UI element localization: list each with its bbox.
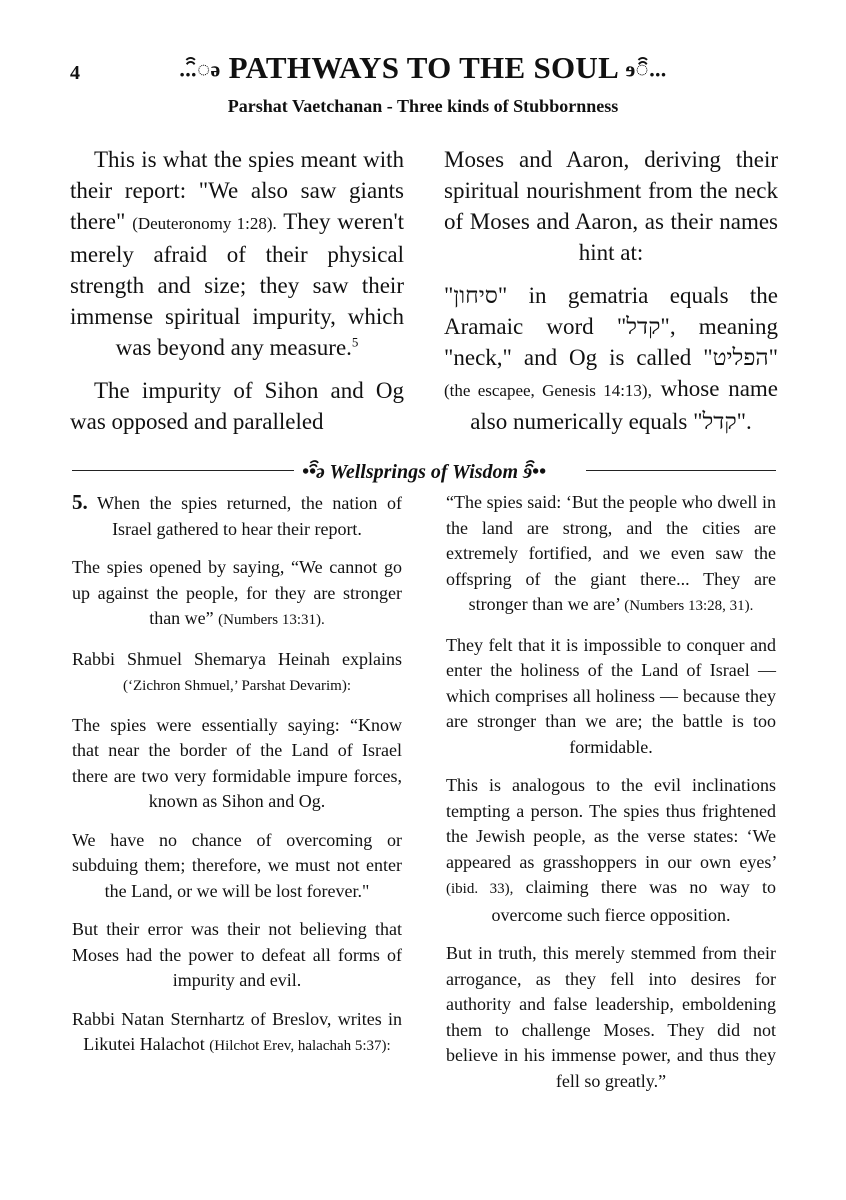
paragraph-spies-opened: The spies opened by saying, “We cannot go up against the people, for they are stronger than we” (Numbers 13:31). [72, 557, 402, 628]
upper-left-column [70, 144, 404, 449]
chapter-subtitle: Parshat Vaetchanan - Three kinds of Stubbornness [227, 96, 619, 116]
reference: (Hilchot Erev, halachah 5:37): [209, 1038, 391, 1054]
divider-ornament-left-icon: ••ꩰə [302, 461, 325, 483]
divider-label: Wellsprings of Wisdom [329, 461, 519, 483]
lower-right-column [446, 490, 776, 1107]
book-title: PATHWAYS TO THE SOUL [228, 50, 618, 85]
running-header [0, 50, 846, 87]
paragraph-impurity: The impurity of Sihon and Og was opposed and paralleled [70, 378, 404, 434]
paragraph-gematria: "סיחון" in gematria equals the Aramaic word "קדל", meaning "neck," and Og is called "הפליט" (the escapee, Genesis 14:13), whose name also numerically equals "קדל". [444, 283, 779, 434]
paragraph-spies-said: “The spies said: ‘But the people who dwell in the land are strong, and the cities are extremely fortified, and we even saw the offspring of the giant there... They are stronger than we are’ (Numbers 13:28, 31). [446, 492, 776, 614]
paragraph-rabbi-natan: Rabbi Natan Sternhartz of Breslov, writes in Likutei Halachot (Hilchot Erev, halachah 5:37): [72, 1008, 402, 1054]
reference: (‘Zichron Shmuel,’ Parshat Devarim): [123, 678, 351, 694]
paragraph-spies-return: 5. When the spies returned, the nation of Israel gathered to hear their report. [72, 490, 402, 539]
hebrew-word: "סיחון" [444, 283, 508, 308]
reference: (Numbers 13:31). [218, 612, 325, 628]
paragraph-their-error: But their error was their not believing that Moses had the power to defeat all forms of impurity and evil. [72, 919, 402, 990]
paragraph-spies-report: This is what the spies meant with their report: "We also saw giants there" (Deuteronomy 1:28). They weren't merely afraid of their physical strength and size; they saw their immense spiritual impurity, which was beyond any measure.$^5$ [70, 147, 404, 360]
page-number: 4 [70, 62, 80, 84]
paragraph-moses-aaron: Moses and Aaron, deriving their spiritual nourishment from the neck of Moses and Aaron, as their names hint at: [444, 147, 778, 265]
reference: (the escapee, Genesis 14:13), [444, 381, 652, 400]
hebrew-word: "קדל" [616, 314, 670, 339]
divider-ornament-right-icon: ɘꩰ•• [523, 461, 546, 483]
hebrew-word: "הפליט" [703, 345, 778, 370]
paragraph-no-chance: We have no chance of overcoming or subduing them; therefore, we must not enter the Land, or we will be lost forever." [72, 829, 402, 901]
paragraph-evil-inclinations: This is analogous to the evil inclinations tempting a person. The spies thus frightened the Jewish people, as the verse states: ‘We appeared as grasshoppers in our own eyes’ (ibid. 33), claiming there was no way to overcome such fierce opposition. [446, 775, 776, 925]
reference: (Deuteronomy 1:28). [132, 214, 277, 233]
paragraph-impossible-conquer: They felt that it is impossible to conquer and enter the holiness of the Land of Israel — which comprises all holiness — because they are stronger than we are; the battle is too formidable. [446, 634, 776, 757]
paragraph-arrogance: But in truth, this merely stemmed from their arrogance, as they fell into desires for authority and false leadership, emboldening them to challenge Moses. They did not believe in his immense power, and thus they fell so greatly.” [446, 943, 776, 1091]
section-divider [72, 458, 776, 482]
paragraph-rabbi-heinah: Rabbi Shmuel Shemarya Heinah explains (‘Zichron Shmuel,’ Parshat Devarim): [72, 648, 402, 694]
reference: (ibid. 33), [446, 881, 514, 897]
reference: (Numbers 13:28, 31). [624, 598, 754, 614]
section-number: 5. [72, 490, 88, 514]
upper-right-column [444, 144, 778, 449]
flourish-right-icon: ɘ◌ꩰ... [625, 56, 667, 82]
hebrew-word: "קדל" [693, 409, 747, 434]
lower-left-column [72, 490, 402, 1073]
footnote-marker: 5 [351, 334, 359, 350]
paragraph-spies-saying: The spies were essentially saying: “Know that near the border of the Land of Israel there are two very formidable impure forces, known as Sihon and Og. [72, 714, 402, 811]
flourish-left-icon: ...ꩰ◌ə [179, 56, 221, 82]
